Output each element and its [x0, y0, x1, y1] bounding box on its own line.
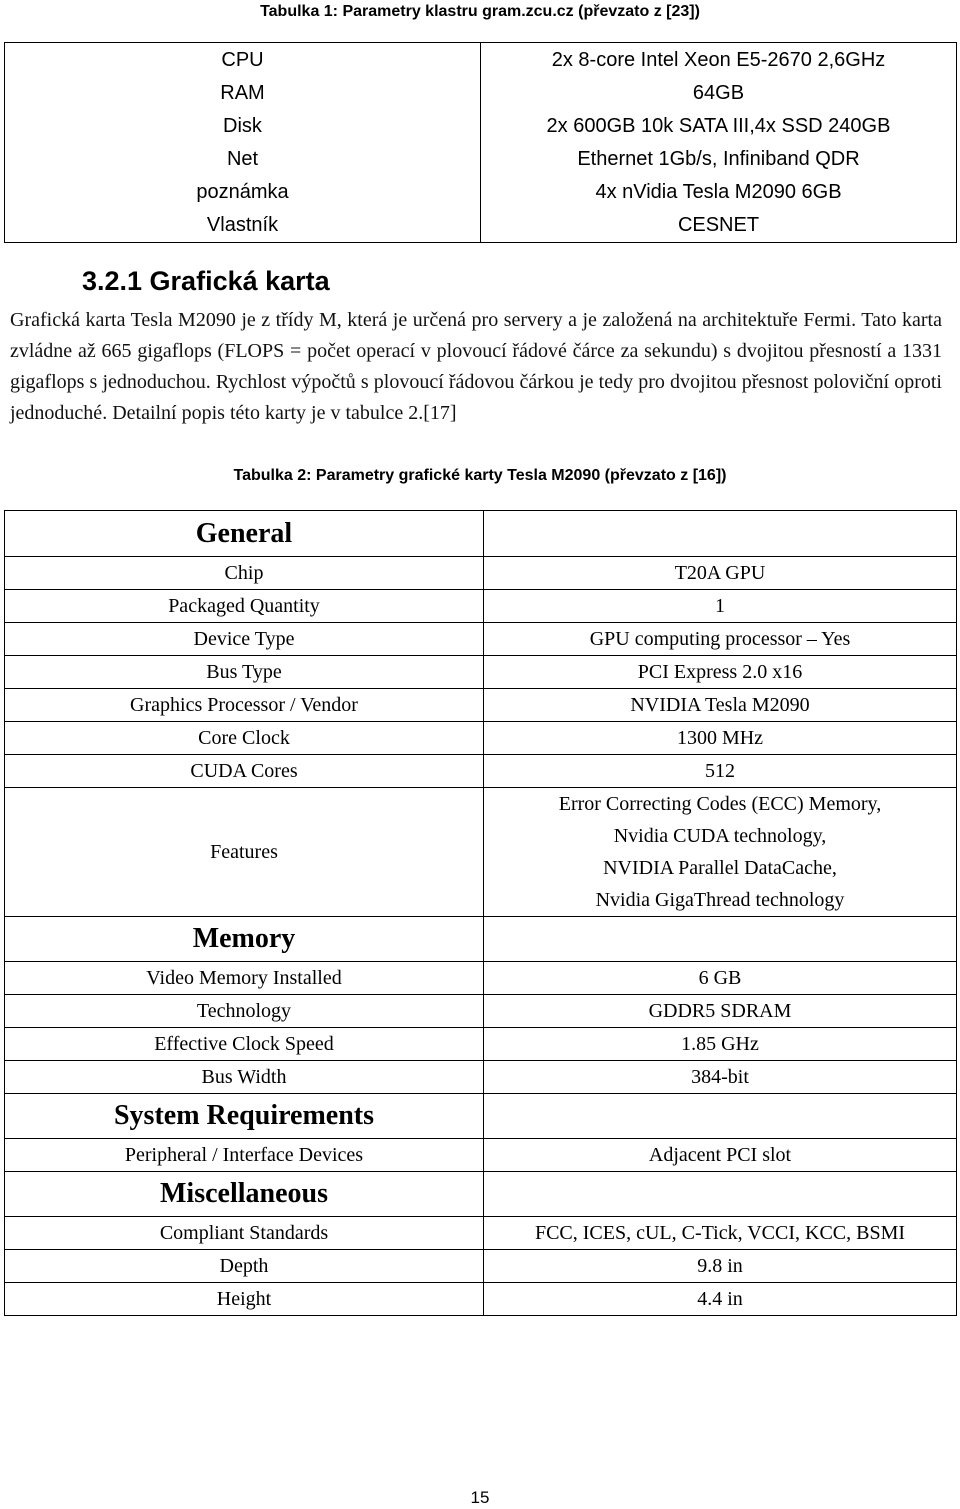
gpu-parameters-table — [4, 510, 957, 1316]
section-title-system: System Requirements — [5, 1094, 484, 1139]
section-title-memory: Memory — [5, 917, 484, 962]
row-value: T20A GPU — [484, 557, 957, 590]
feature-item: Nvidia GigaThread technology — [595, 889, 845, 911]
table-row — [5, 1028, 957, 1061]
table-row — [5, 995, 957, 1028]
row-value: 1 — [484, 590, 957, 623]
features-label: Features — [5, 788, 484, 917]
section-row — [5, 1172, 957, 1217]
table-row — [5, 1061, 957, 1094]
row-value: 6 GB — [484, 962, 957, 995]
row-value: NVIDIA Tesla M2090 — [484, 689, 957, 722]
row-value: PCI Express 2.0 x16 — [484, 656, 957, 689]
table-row — [5, 1250, 957, 1283]
table-row — [5, 656, 957, 689]
table-row — [5, 1139, 957, 1172]
row-label: Bus Width — [5, 1061, 484, 1094]
value-disk: 2x 600GB 10k SATA III,4x SSD 240GB — [546, 114, 891, 137]
label-cpu: CPU — [221, 48, 264, 71]
table-row — [5, 722, 957, 755]
feature-item: Error Correcting Codes (ECC) Memory, — [558, 793, 882, 815]
table-row — [5, 1217, 957, 1250]
table-row — [5, 623, 957, 656]
row-value: 1.85 GHz — [484, 1028, 957, 1061]
section-row — [5, 1094, 957, 1139]
label-note: poznámka — [196, 180, 289, 203]
value-cpu: 2x 8-core Intel Xeon E5-2670 2,6GHz — [551, 48, 886, 71]
label-ram: RAM — [220, 81, 265, 104]
table2-caption: Tabulka 2: Parametry grafické karty Tesla M2090 (převzato z [16]) — [233, 467, 727, 484]
row-label: Height — [5, 1283, 484, 1316]
row-value: 9.8 in — [484, 1250, 957, 1283]
empty-cell — [484, 917, 957, 962]
value-net: Ethernet 1Gb/s, Infiniband QDR — [577, 147, 860, 170]
feature-item: NVIDIA Parallel DataCache, — [603, 857, 837, 879]
table-row — [5, 689, 957, 722]
row-label: Technology — [5, 995, 484, 1028]
row-label: Compliant Standards — [5, 1217, 484, 1250]
cluster-parameters-table — [4, 42, 957, 243]
page-number: 15 — [470, 1488, 490, 1507]
row-value: 1300 MHz — [484, 722, 957, 755]
value-owner: CESNET — [677, 213, 760, 236]
row-label: Video Memory Installed — [5, 962, 484, 995]
table-row — [5, 962, 957, 995]
section-title-general: General — [5, 511, 484, 557]
section-row — [5, 511, 957, 557]
row-value: Adjacent PCI slot — [484, 1139, 957, 1172]
label-net: Net — [226, 147, 259, 170]
row-value: 384-bit — [484, 1061, 957, 1094]
table-row — [5, 590, 957, 623]
row-label: Graphics Processor / Vendor — [5, 689, 484, 722]
section-heading: 3.2.1 Grafická karta — [82, 266, 330, 296]
row-value: FCC, ICES, cUL, C-Tick, VCCI, KCC, BSMI — [484, 1217, 957, 1250]
row-label: Packaged Quantity — [5, 590, 484, 623]
row-value: GPU computing processor – Yes — [484, 623, 957, 656]
table1-values — [481, 43, 957, 243]
table-row — [5, 755, 957, 788]
features-value — [484, 788, 957, 917]
table1-labels — [5, 43, 481, 243]
row-label: Core Clock — [5, 722, 484, 755]
row-label: Effective Clock Speed — [5, 1028, 484, 1061]
section-paragraph: Grafická karta Tesla M2090 je z třídy M, která je určená pro servery a je založená na architektuře Fermi. Tato karta zvládne až 665 gigaflops (FLOPS = počet operací v plovoucí řádové čárce za sekundu) s dvojitou přesností a 1331 gigaflops s jednoduchou. Rychlost výpočtů s plovoucí řádovou čárkou je tedy pro dvojitou přesnost poloviční oproti jednoduché. Detailní popis této karty je v tabulce 2.[17] — [10, 309, 942, 424]
empty-cell — [484, 1172, 957, 1217]
row-value: GDDR5 SDRAM — [484, 995, 957, 1028]
row-label: CUDA Cores — [5, 755, 484, 788]
row-label: Chip — [5, 557, 484, 590]
feature-item: Nvidia CUDA technology, — [613, 825, 827, 847]
empty-cell — [484, 1094, 957, 1139]
row-label: Depth — [5, 1250, 484, 1283]
row-label: Peripheral / Interface Devices — [5, 1139, 484, 1172]
value-note: 4x nVidia Tesla M2090 6GB — [595, 180, 842, 203]
row-value: 512 — [484, 755, 957, 788]
label-owner: Vlastník — [206, 213, 279, 236]
table-row — [5, 557, 957, 590]
label-disk: Disk — [223, 114, 262, 137]
table-row — [5, 1283, 957, 1316]
section-row — [5, 917, 957, 962]
row-label: Bus Type — [5, 656, 484, 689]
section-title-misc: Miscellaneous — [5, 1172, 484, 1217]
table1-caption: Tabulka 1: Parametry klastru gram.zcu.cz (převzato z [23]) — [260, 3, 700, 20]
value-ram: 64GB — [692, 81, 745, 104]
table-row — [5, 788, 957, 917]
row-label: Device Type — [5, 623, 484, 656]
empty-cell — [484, 511, 957, 557]
row-value: 4.4 in — [484, 1283, 957, 1316]
